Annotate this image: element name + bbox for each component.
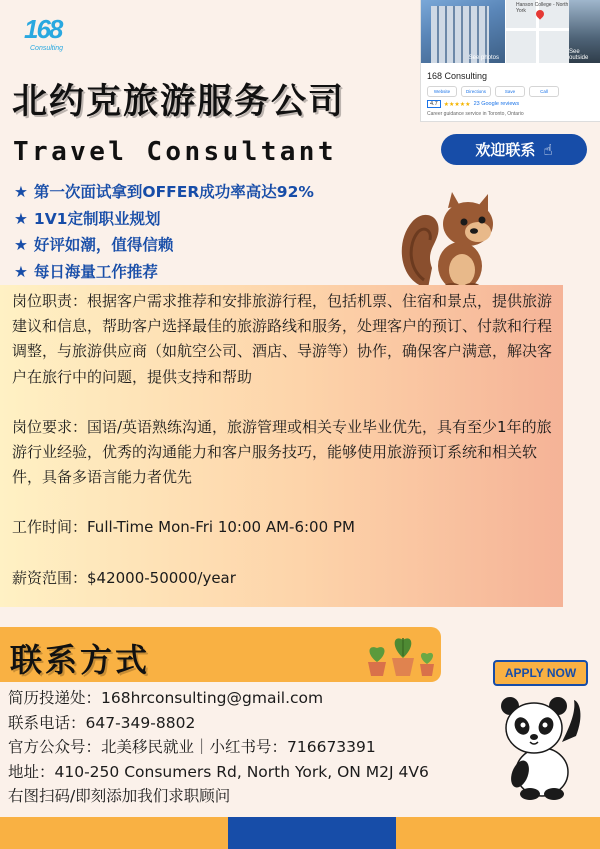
rating-stars-icon: ★★★★★ (443, 101, 471, 108)
job-requirements: 岗位要求：国语/英语熟练沟通，旅游管理或相关专业毕业优先，具有至少1年的旅游行业经验，优秀的沟通能力和客户服务技巧，能够使用旅游预订系统和相关软件，具备多语言能力者优先 (12, 417, 552, 487)
page-title: 北约克旅游服务公司 (12, 82, 346, 122)
logo-number: 168 (24, 14, 62, 44)
map-label: Hanson College - North York (516, 2, 569, 14)
resume-email[interactable]: 简历投递处：168hrconsulting@gmail.com (8, 689, 324, 707)
business-photo[interactable] (421, 0, 505, 63)
star-icon: ★ (14, 262, 28, 281)
website-button[interactable]: Website (427, 86, 457, 97)
see-outside-label[interactable]: See outside (569, 49, 589, 61)
office-address: 地址：410-250 Consumers Rd, North York, ON M2J 4V6 (8, 762, 429, 781)
directions-button[interactable]: Directions (461, 86, 491, 97)
save-button[interactable]: Save (495, 86, 525, 97)
highlight-item: ★ 1V1定制职业规划 (14, 209, 161, 228)
business-actions (427, 86, 559, 97)
social-accounts: 官方公众号：北美移民就业｜小红书号：716673391 (8, 738, 376, 756)
see-photos-label[interactable]: See photos (468, 55, 499, 61)
highlight-item: ★ 好评如潮，值得信赖 (14, 236, 174, 254)
squirrel-illustration (398, 188, 502, 294)
google-business-card[interactable] (420, 0, 600, 122)
welcome-contact-button[interactable] (441, 134, 587, 165)
highlights-list (14, 181, 314, 287)
potted-plants-illustration (362, 632, 436, 678)
outside-photo[interactable] (569, 0, 600, 63)
apply-now-button[interactable]: APPLY NOW (493, 660, 588, 686)
footer-accent (228, 817, 396, 849)
rating-row (427, 100, 519, 108)
logo-subtitle: Consulting (30, 45, 64, 52)
reviews-link[interactable]: 23 Google reviews (473, 101, 520, 107)
business-name: 168 Consulting (427, 71, 488, 81)
panda-illustration (496, 692, 586, 800)
contact-phone[interactable]: 联系电话：647-349-8802 (8, 713, 196, 732)
highlight-item: ★ 第一次面试拿到OFFER成功率高达92% (14, 183, 314, 201)
footer-bar (0, 817, 600, 849)
highlight-item: ★ 每日海量工作推荐 (14, 262, 158, 281)
rating-score: 4.7 (427, 100, 441, 108)
company-logo (18, 12, 78, 60)
business-description: Career guidance service in Toronto, Ontario (427, 111, 524, 117)
hand-pointer-icon: ☝ (543, 140, 553, 159)
contact-title: 联系方式 (10, 641, 151, 679)
work-hours: 工作时间：Full-Time Mon-Fri 10:00 AM-6:00 PM (12, 518, 355, 537)
welcome-button-label: 欢迎联系 (475, 141, 536, 159)
call-button[interactable]: Call (529, 86, 559, 97)
salary-range: 薪资范围：$42000-50000/year (12, 568, 236, 587)
star-icon: ★ (14, 236, 28, 254)
star-icon: ★ (14, 183, 28, 201)
job-duties: 岗位职责：根据客户需求推荐和安排旅游行程，包括机票、住宿和景点，提供旅游建议和信息，帮助客户选择最佳的旅游路线和服务，处理客户的预订、付款和行程调整，与旅游供应商（如航空公司、酒店、导游等）协作，确保客户满意，解决客户在旅行中的问题，提供支持和帮助 (12, 292, 553, 386)
contact-info (8, 686, 429, 809)
star-icon: ★ (14, 209, 28, 228)
map-thumbnail[interactable] (505, 0, 569, 63)
qr-note: 右图扫码/即刻添加我们求职顾问 (8, 787, 231, 805)
job-title: Travel Consultant (13, 137, 337, 167)
job-details (0, 285, 563, 607)
